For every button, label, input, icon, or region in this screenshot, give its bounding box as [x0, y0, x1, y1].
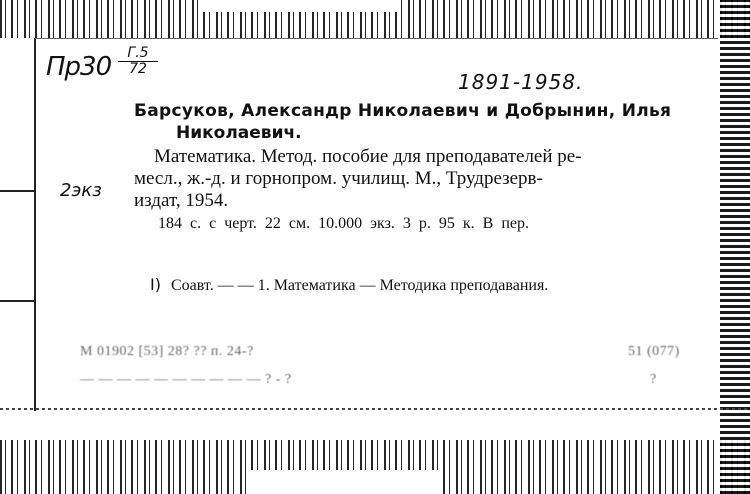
footer-right: 51 (077)	[628, 344, 680, 359]
fraction-numerator: Г.5	[127, 45, 149, 61]
shelfmark: Пр30	[46, 52, 112, 82]
title-line-2: месл., ж.-д. и горнопром. училищ. М., Трудрезерв-	[134, 168, 543, 189]
copies-note: 2экз	[60, 180, 102, 201]
author-years: 1891-1958.	[458, 70, 584, 94]
tracing-text: Соавт. — — 1. Математика — Методика преподавания.	[170, 277, 549, 294]
author-heading: Барсуков, Александр Николаевич и Добрынин, Илья	[134, 101, 672, 121]
title-line-3: издат, 1954.	[134, 190, 229, 211]
author-heading-cont: Николаевич.	[176, 123, 302, 143]
card-bottom-edge	[0, 408, 750, 410]
left-rule	[0, 300, 36, 302]
footer-left: М 01902 [53] 28? ?? п. 24-?	[80, 344, 254, 359]
shelfmark-fraction	[118, 46, 158, 77]
fraction-denominator: 72	[129, 61, 147, 77]
tracing	[150, 274, 548, 297]
collation: 184 с. с черт. 22 см. 10.000 экз. 3 р. 95 к. В пер.	[158, 215, 530, 232]
footer-right-2: ?	[650, 372, 657, 387]
strip-gap	[250, 470, 440, 494]
title-line-1: Математика. Метод. пособие для преподавателей ре-	[154, 146, 582, 167]
right-edge-noise	[720, 0, 750, 494]
footer-left-2: — — — — — — — — — — ? - ?	[80, 372, 292, 387]
tracing-marker: I)	[150, 275, 161, 294]
strip-gap	[200, 0, 400, 12]
left-rule	[0, 190, 36, 192]
